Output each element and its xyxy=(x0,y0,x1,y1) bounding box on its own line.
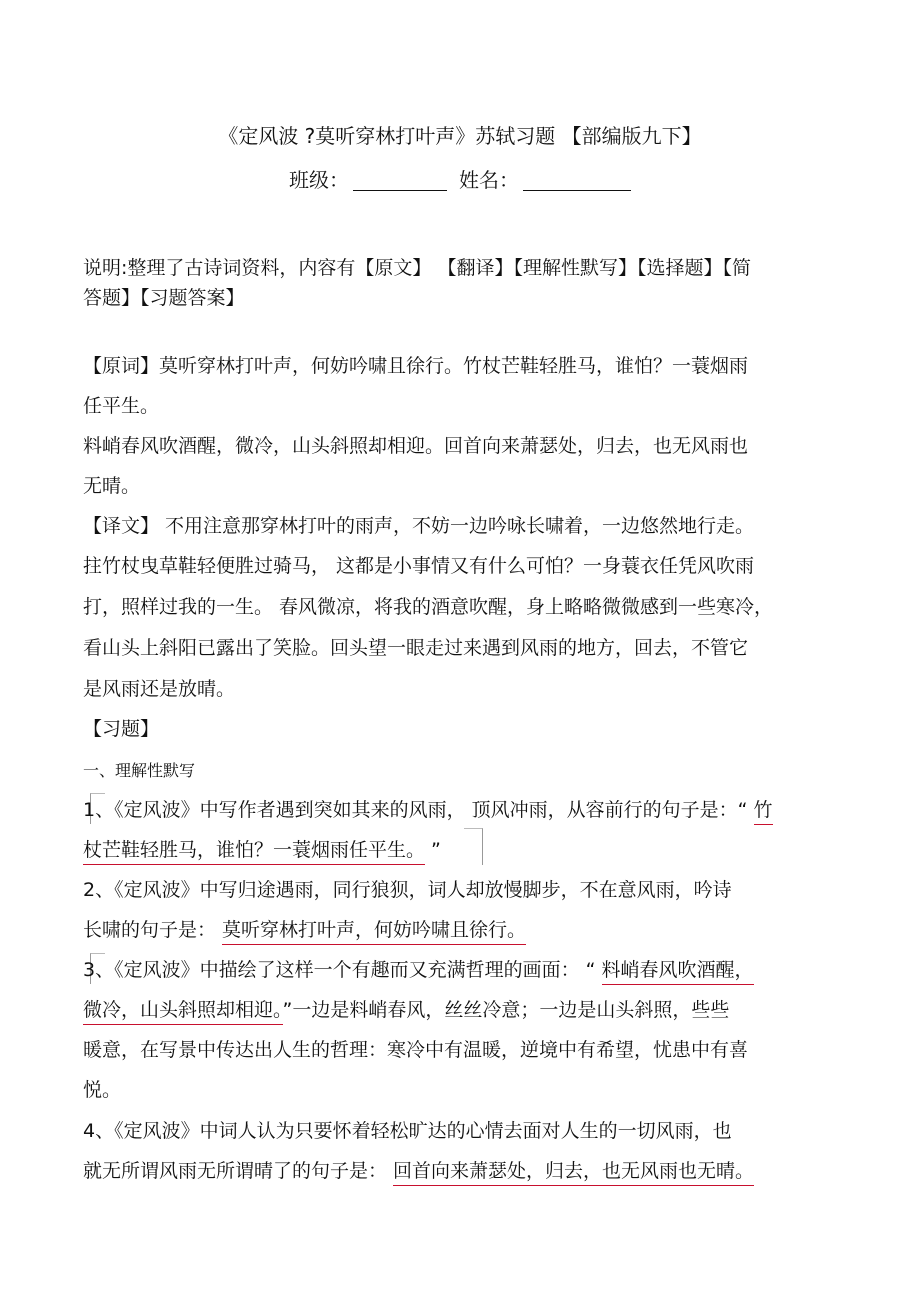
question-3-line-2 xyxy=(83,1001,729,1020)
question-1-line-2 xyxy=(83,841,441,860)
question-1-prefix: 1、《定风波》中写作者遇到突如其来的风雨， 顶风冲雨，从容前行的句子是：“ xyxy=(83,799,754,821)
document-title: 《定风波 ?莫听穿林打叶声》苏轼习题 【部编版九下】 xyxy=(218,124,702,148)
original-line-1: 【原词】莫听穿林打叶声，何妨吟啸且徐行。竹杖芒鞋轻胜马，谁怕？一蓑烟雨 xyxy=(83,355,749,377)
original-line-2: 任平生。 xyxy=(83,395,160,417)
translation-line-4: 看山头上斜阳已露出了笑脸。回头望一眼走过来遇到风雨的地方，回去，不管它 xyxy=(83,637,749,659)
name-blank[interactable] xyxy=(523,172,631,191)
question-3-line-4: 悦。 xyxy=(83,1079,122,1101)
margin-mark xyxy=(464,828,483,865)
question-2-line-1: 2、《定风波》中写归途遇雨，同行狼狈，词人却放慢脚步，不在意风雨，吟诗 xyxy=(83,879,732,901)
exercises-heading: 【习题】 xyxy=(83,718,160,740)
translation-line-3: 打，照样过我的一生。 春风微凉，将我的酒意吹醒，身上略略微微感到一些寒冷， xyxy=(83,596,774,618)
class-blank[interactable] xyxy=(353,172,447,191)
question-3-line-1 xyxy=(83,961,754,980)
section-heading: 一、理解性默写 xyxy=(83,761,196,780)
question-3-answer-part-2: 微冷，山头斜照却相迎。 xyxy=(83,999,283,1025)
original-line-3: 料峭春风吹酒醒，微冷，山头斜照却相迎。回首向来萧瑟处，归去，也无风雨也 xyxy=(83,435,749,457)
translation-line-1: 【译文】 不用注意那穿林打叶的雨声，不妨一边吟咏长啸着，一边悠然地行走。 xyxy=(83,515,755,537)
translation-line-5: 是风雨还是放晴。 xyxy=(83,678,236,700)
question-4-line-1: 4、《定风波》中词人认为只要怀着轻松旷达的心情去面对人生的一切风雨，也 xyxy=(83,1120,732,1142)
question-1-answer-part-2: 杖芒鞋轻胜马，谁怕？一蓑烟雨任平生。 xyxy=(83,839,425,865)
intro-line-2: 答题】【习题答案】 xyxy=(83,287,245,309)
question-4-prefix: 就无所谓风雨无所谓晴了的句子是： xyxy=(83,1160,394,1182)
question-2-line-2 xyxy=(83,921,526,940)
question-2-answer: 莫听穿林打叶声，何妨吟啸且徐行。 xyxy=(222,919,526,945)
question-1-line-1 xyxy=(83,801,773,820)
translation-line-2: 拄竹杖曳草鞋轻便胜过骑马， 这都是小事情又有什么可怕？一身蓑衣任凭风吹雨 xyxy=(83,555,755,577)
question-4-line-2 xyxy=(83,1162,754,1181)
question-3-answer-part-1: 料峭春风吹酒醒， xyxy=(602,959,754,985)
intro-line-1: 说明:整理了古诗词资料，内容有【原文】 【翻译】【理解性默写】【选择题】【简 xyxy=(83,257,751,279)
question-4-answer: 回首向来萧瑟处，归去，也无风雨也无晴。 xyxy=(393,1160,754,1186)
question-3-suffix: ”一边是料峭春风，丝丝冷意；一边是山头斜照，些些 xyxy=(282,999,730,1021)
question-3-prefix: 3、《定风波》中描绘了这样一个有趣而又充满哲理的画面： “ xyxy=(83,959,602,981)
question-1-answer-part-1: 竹 xyxy=(754,799,773,825)
name-label: 姓名： xyxy=(459,168,519,192)
question-3-line-3: 暖意，在写景中传达出人生的哲理：寒冷中有温暖，逆境中有希望，忧患中有喜 xyxy=(83,1039,749,1061)
class-label: 班级： xyxy=(289,168,349,192)
original-line-4: 无晴。 xyxy=(83,475,141,497)
question-1-suffix: ” xyxy=(425,839,441,861)
question-2-prefix: 长啸的句子是： xyxy=(83,919,223,941)
class-name-line xyxy=(0,170,920,191)
